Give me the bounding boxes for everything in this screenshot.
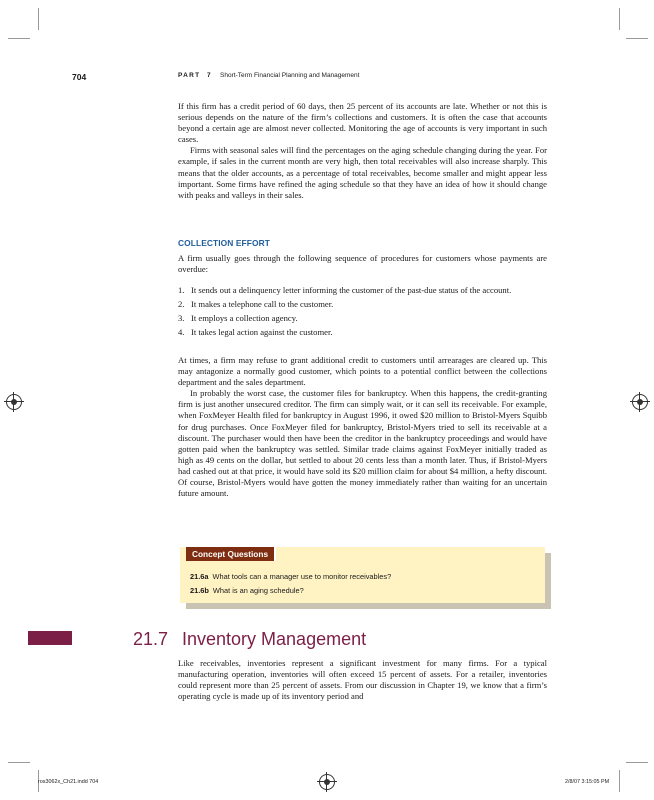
paragraph: In probably the worst case, the customer files for bankruptcy. When this happens, the credit-granting firm is just another unsecured creditor. The firm can simply wait, or it can sell its receivable. For example, when FoxMeyer Health filed for bankruptcy in August 1996, it owed $20 million to Bristol-Myers Squibb for drug purchases. Once FoxMeyer filed for bankruptcy, Bristol-Myers tried to sell its receivable at a discount. The purchaser would then have been the creditor in the bankruptcy proceedings and would have gotten paid when the bankruptcy was settled. Similar trade claims against FoxMeyer initially traded as high as 49 cents on the dollar, but settled to about 20 cents less than a month later. Thus, if Bristol-Myers had cashed out at that price, it would have sold its $20 million claim for about $4 million, a hefty discount. Of course, Bristol-Myers would have gotten the money immediately rather than waiting for an uncertain future amount.: [178, 388, 547, 499]
list-number: 2.: [178, 298, 185, 309]
list-text: It takes legal action against the customer.: [191, 326, 333, 337]
crop-mark: [619, 8, 620, 30]
list-number: 3.: [178, 312, 185, 323]
crop-mark: [626, 762, 648, 763]
concept-questions-title: Concept Questions: [186, 547, 276, 561]
question-number: 21.6b: [190, 586, 209, 595]
crop-mark: [619, 770, 620, 792]
concept-question: [190, 572, 391, 581]
concept-question: [190, 586, 304, 595]
list-text: It makes a telephone call to the customer.: [191, 298, 334, 309]
running-header: [0, 72, 654, 86]
crop-mark: [626, 38, 648, 39]
intro-text: [178, 101, 547, 201]
paragraph: At times, a firm may refuse to grant additional credit to customers until arrearages are cleared up. This may antagonize a normally good customer, which points to a potential conflict between the collections department and the sales department.: [178, 355, 547, 388]
section-heading: COLLECTION EFFORT: [178, 238, 270, 248]
paragraph: Firms with seasonal sales will find the percentages on the aging schedule changing during the year. For example, if sales in the current month are very high, then total receivables will also increase sharply. This means that the older accounts, as a percentage of total receivables, become smaller and might appear less important. Some firms have refined the aging schedule so that they have an idea of how it should change with peaks and valleys in their sales.: [178, 145, 547, 200]
question-text: What is an aging schedule?: [212, 586, 304, 595]
list-text: It sends out a delinquency letter informing the customer of the past-due status of the account.: [191, 285, 512, 295]
paragraph: Like receivables, inventories represent a significant investment for many firms. For a typical manufacturing operation, inventories will often exceed 15 percent of assets. For a retailer, inventories could represent more than 25 percent of assets. From our discussion in Chapter 19, we know that a firm’s operating cycle is made up of its inventory period and: [178, 658, 547, 702]
footer-file: ros3062x_Ch21.indd 704: [38, 779, 99, 785]
registration-mark-icon: [319, 774, 335, 790]
question-text: What tools can a manager use to monitor receivables?: [212, 572, 392, 581]
collection-text: [178, 355, 547, 499]
part-title: Short-Term Financial Planning and Management: [220, 72, 360, 79]
list-item: [178, 285, 547, 296]
collection-steps: [178, 285, 547, 341]
list-item: [178, 313, 547, 324]
part-label: PART: [178, 72, 201, 79]
page-number: 704: [72, 72, 87, 82]
crop-mark: [38, 8, 39, 30]
list-number: 4.: [178, 326, 185, 337]
crop-mark: [8, 762, 30, 763]
list-text: It employs a collection agency.: [191, 312, 298, 323]
part-number: 7: [207, 72, 211, 79]
collection-lead: [178, 253, 547, 275]
paragraph: A firm usually goes through the following sequence of procedures for customers whose payments are overdue:: [178, 253, 547, 275]
paragraph: If this firm has a credit period of 60 days, then 25 percent of its accounts are late. Whether or not this is serious depends on the nature of the firm’s collections and customers. It is often the case that accounts beyond a certain age are almost never collected. Monitoring the age of accounts is very important in such cases.: [178, 101, 547, 145]
section-title: Inventory Management: [182, 629, 367, 649]
crop-mark: [8, 38, 30, 39]
section-marker-bar: [28, 631, 72, 645]
list-item: [178, 327, 547, 338]
list-item: [178, 299, 547, 310]
section-text: [178, 658, 547, 702]
list-number: 1.: [178, 285, 185, 295]
section-number: 21.7: [133, 629, 169, 649]
footer-date: 2/8/07 3:15:05 PM: [565, 779, 610, 785]
registration-mark-icon: [6, 394, 22, 410]
question-number: 21.6a: [190, 572, 209, 581]
registration-mark-icon: [632, 394, 648, 410]
